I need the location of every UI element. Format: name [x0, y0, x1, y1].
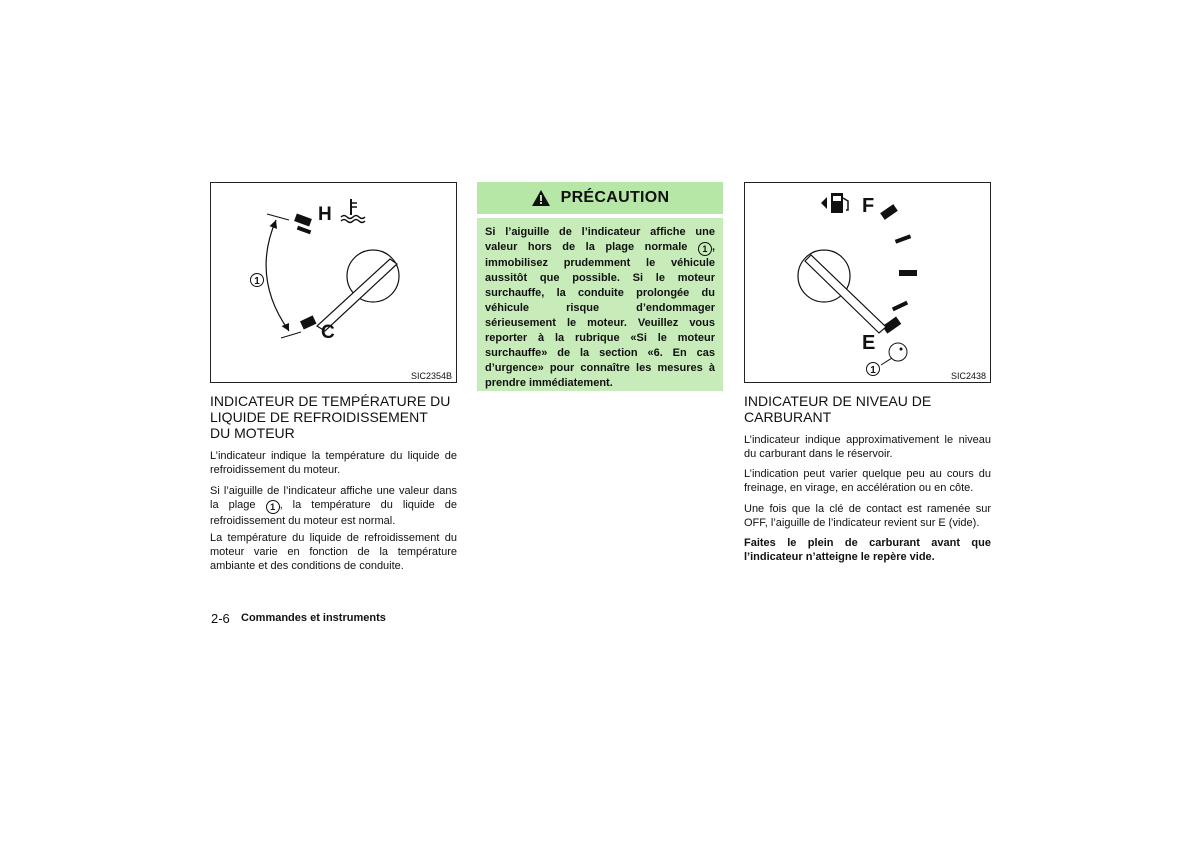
heading-line: INDICATEUR DE NIVEAU DE: [744, 393, 932, 409]
warning-triangle-icon: [531, 189, 551, 207]
section-title: Commandes et instruments: [241, 612, 386, 624]
fuel-paragraph-3: Une fois que la clé de contact est ramenée sur OFF, l’aiguille de l’indicateur revient sur E (vide).: [744, 503, 991, 529]
paragraph-text: , la température du liquide de refroidissement du moteur est normal.: [210, 499, 457, 527]
empty-label: E: [862, 332, 876, 354]
heading-line: CARBURANT: [744, 409, 832, 425]
range-marker: 1: [254, 276, 260, 287]
temperature-paragraph-2: [210, 484, 457, 528]
fuel-paragraph-1: L’indicateur indique approximativement le niveau du carburant dans le réservoir.: [744, 434, 991, 460]
empty-marker: 1: [870, 365, 876, 376]
temperature-gauge-heading: [210, 393, 460, 441]
heading-line: DU MOTEUR: [210, 425, 295, 441]
caution-title: PRÉCAUTION: [560, 189, 670, 206]
paragraph-text: Si l’aiguille de l’indicateur affiche une valeur dans la plage: [210, 485, 457, 511]
hot-label: H: [318, 204, 332, 225]
heading-line: LIQUIDE DE REFROIDISSEMENT: [210, 409, 428, 425]
heading-line: INDICATEUR DE TEMPÉRATURE DU: [210, 393, 451, 409]
range-marker-inline: 1: [266, 500, 280, 514]
coolant-temperature-icon: [341, 199, 365, 223]
caution-range-marker: 1: [698, 242, 712, 256]
fuel-paragraph-4: Faites le plein de carburant avant que l’indicateur n’atteigne le repère vide.: [744, 537, 991, 563]
page-number: 2-6: [211, 611, 230, 626]
fuel-pump-icon: [821, 193, 848, 213]
fuel-paragraph-2: L’indication peut varier quelque peu au cours du freinage, en virage, en accélération ou en côte.: [744, 468, 991, 494]
caution-text: , immobilisez prudemment le véhicule aussitôt que possible. Si le moteur surchauffe, la conduite prolongée du véhicule risque d’endommager sérieusement le moteur. Veuillez vous reporter à la rubrique «Si le moteur surchauffe» de la section «6. En cas d’urgence» pour connaître les mesures à prendre immédiatement.: [485, 241, 715, 389]
cold-label: C: [321, 322, 335, 343]
full-label: F: [862, 195, 875, 217]
temperature-paragraph-1: L’indicateur indique la température du liquide de refroidissement du moteur.: [210, 450, 457, 476]
caution-header: [477, 182, 723, 214]
fuel-gauge-illustration: [745, 183, 992, 384]
caution-text: Si l’aiguille de l’indicateur affiche une valeur hors de la plage normale: [485, 226, 715, 253]
temperature-gauge-figure: [210, 182, 457, 383]
temperature-paragraph-3: La température du liquide de refroidissement du moteur varie en fonction de la température ambiante et des conditions de conduite.: [210, 532, 457, 572]
temperature-gauge-illustration: [211, 183, 458, 384]
figure-code: SIC2354B: [410, 371, 452, 381]
caution-body: [477, 218, 723, 391]
fuel-gauge-figure: [744, 182, 991, 383]
fuel-gauge-heading: [744, 393, 994, 425]
figure-code: SIC2438: [950, 371, 986, 381]
